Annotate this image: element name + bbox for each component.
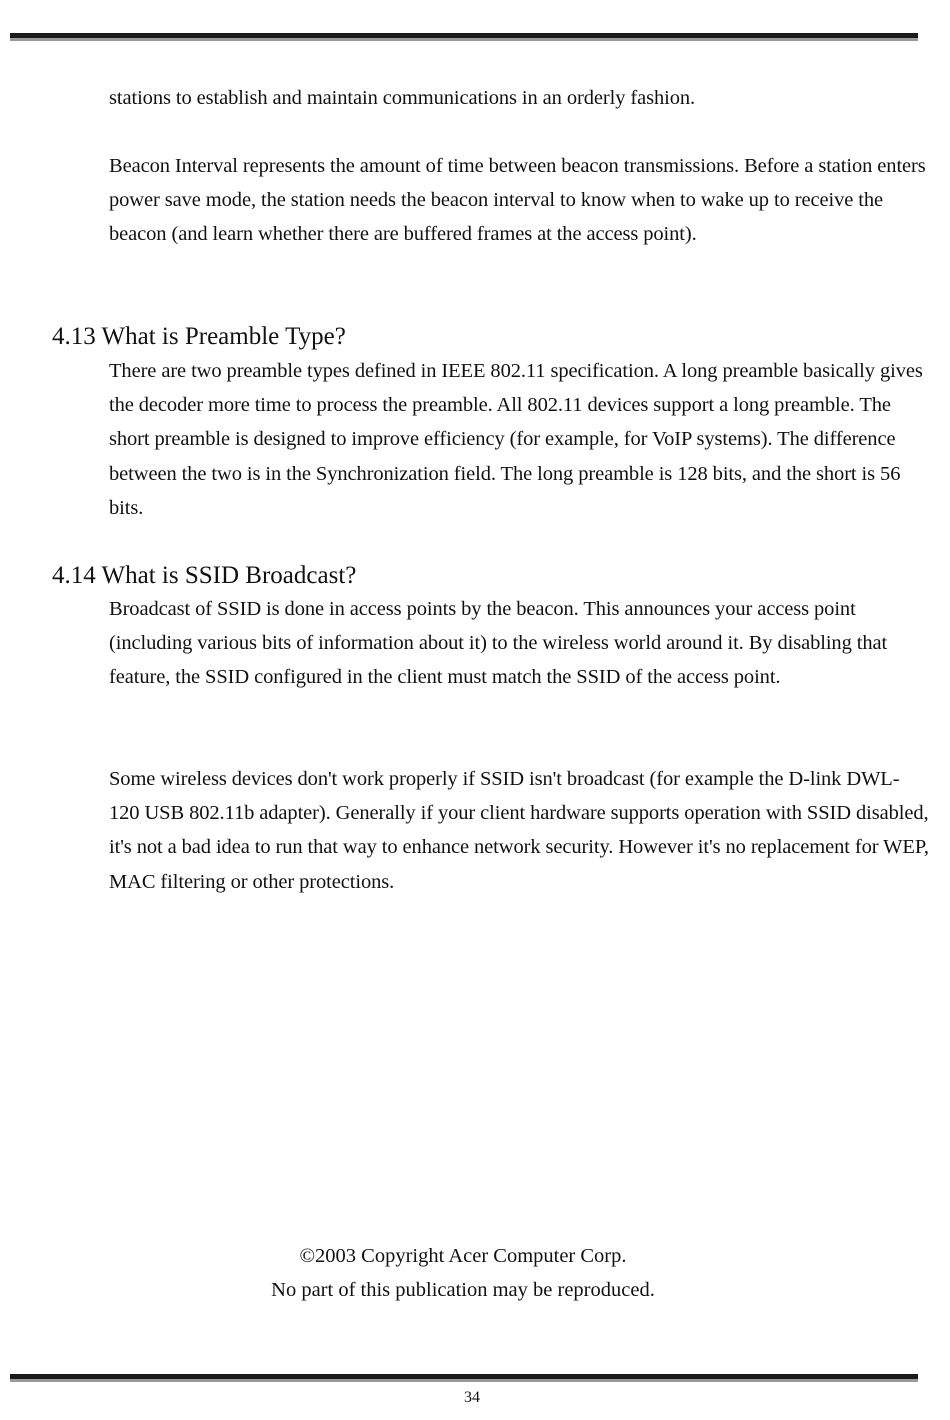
footer-copyright: ©2003 Copyright Acer Computer Corp. [299, 1245, 627, 1267]
footer-notice: No part of this publication may be reproduced. [271, 1279, 655, 1301]
heading-preamble-type: 4.13 What is Preamble Type? [52, 323, 346, 350]
paragraph-preamble-type: There are two preamble types defined in IEEE 802.11 specification. A long preamble basically gives the decoder more time to process the preamble. All 802.11 devices support a long preamble. The short preamble is designed to improve efficiency (for example, for VoIP systems). The difference between the two is in the Synchronization field. The long preamble is 128 bits, and the short is 56 bits. [109, 360, 923, 519]
paragraph-ssid-broadcast: Broadcast of SSID is done in access points by the beacon. This announces your access point (including various bits of information about it) to the wireless world around it. By disabling that feature, the SSID configured in the client must match the SSID of the access point. [109, 598, 888, 689]
paragraph-beacon-intro: stations to establish and maintain communications in an orderly fashion. [109, 87, 696, 109]
page-number: 34 [464, 1389, 480, 1406]
top-divider [10, 33, 918, 41]
bottom-divider [10, 1374, 918, 1382]
heading-ssid-broadcast: 4.14 What is SSID Broadcast? [52, 562, 357, 589]
paragraph-ssid-devices: Some wireless devices don't work properly if SSID isn't broadcast (for example the D-link DWL-120 USB 802.11b adapter). Generally if your client hardware supports operation with SSID disabled, it's not a bad idea to run that way to enhance network security. However it's no replacement for WEP, MAC filtering or other protections. [109, 768, 929, 893]
paragraph-beacon-interval: Beacon Interval represents the amount of time between beacon transmissions. Before a station enters power save mode, the station needs the beacon interval to know when to wake up to receive the beacon (and learn whether there are buffered frames at the access point). [109, 155, 926, 246]
